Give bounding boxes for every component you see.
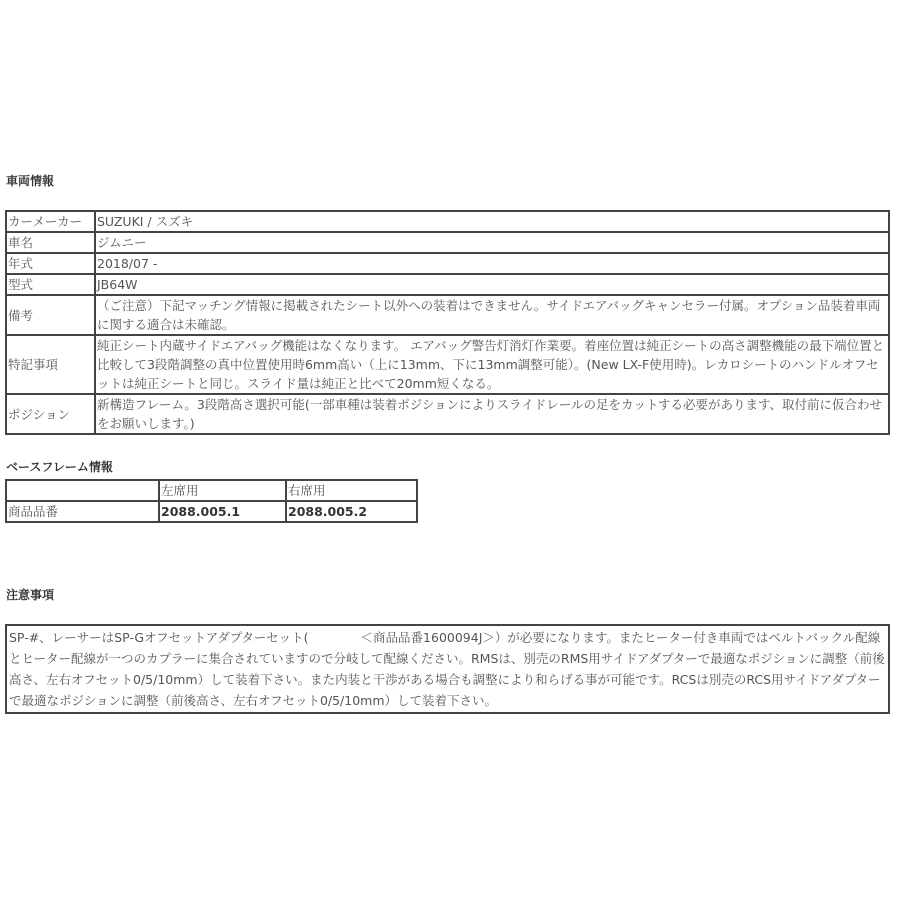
table-row <box>6 394 889 434</box>
part-number-label: 商品品番 <box>6 501 159 522</box>
table-row <box>6 211 889 232</box>
notes-text-after: ＜商品品番1600094J＞）が必要になります。またヒーター付き車両ではベルトバックル配線とヒーター配線が一つのカプラーに集合されていますので分岐して配線ください。RMSは、別売のRMS用サイドアダプターで最適なポジションに調整（前後高さ、左右オフセット0/5/10mm）して装着下さい。また内装と干渉がある場合も調整により和らげる事が可能です。RCSは別売のRCS用サイドアダプターで最適なポジションに調整（前後高さ、左右オフセット0/5/10mm）して装着下さい。 <box>9 630 885 708</box>
model-year-label: 年式 <box>6 253 95 274</box>
table-row <box>6 274 889 295</box>
base-frame-heading: ベースフレーム情報 <box>6 460 113 474</box>
remarks-value: （ご注意）下記マッチング情報に掲載されたシート以外への装着はできません。サイドエアバッグキャンセラー付属。オプション品装着車両に関する適合は未確認。 <box>95 295 889 335</box>
table-row <box>6 232 889 253</box>
base-frame-table <box>5 479 418 523</box>
header-left-seat: 左席用 <box>159 480 286 501</box>
header-empty-cell <box>6 480 159 501</box>
table-row <box>6 480 417 501</box>
maker-value: SUZUKI / スズキ <box>95 211 889 232</box>
car-name-label: 車名 <box>6 232 95 253</box>
position-label: ポジション <box>6 394 95 434</box>
table-row <box>6 253 889 274</box>
model-year-value: 2018/07 - <box>95 253 889 274</box>
table-row <box>6 295 889 335</box>
left-part-number: 2088.005.1 <box>159 501 286 522</box>
table-row <box>6 335 889 394</box>
vehicle-info-heading: 車両情報 <box>6 174 55 188</box>
position-value: 新構造フレーム。3段階高さ選択可能(一部車種は装着ポジションによりスライドレールの足をカットする必要があります、取付前に仮合わせをお願いします。) <box>95 394 889 434</box>
remarks-label: 備考 <box>6 295 95 335</box>
header-right-seat: 右席用 <box>286 480 417 501</box>
special-notes-value: 純正シート内蔵サイドエアバッグ機能はなくなります。 エアバッグ警告灯消灯作業要。着座位置は純正シートの高さ調整機能の最下端位置と比較して3段階調整の真中位置使用時6mm高い（上に13mm、下に13mm調整可能）。(New LX-F使用時)。レカロシートのハンドルオフセットは純正シートと同じ。スライド量は純正と比べて20mm短くなる。 <box>95 335 889 394</box>
right-part-number: 2088.005.2 <box>286 501 417 522</box>
notes-text-before: SP-#、レーサーはSP-Gオフセットアダプターセット( <box>9 630 309 645</box>
table-row <box>6 625 889 713</box>
model-code-value: JB64W <box>95 274 889 295</box>
notes-table <box>5 624 890 714</box>
vehicle-info-table <box>5 210 890 435</box>
car-name-value: ジムニー <box>95 232 889 253</box>
model-code-label: 型式 <box>6 274 95 295</box>
notes-heading: 注意事項 <box>6 588 55 602</box>
notes-text <box>6 625 889 713</box>
maker-label: カーメーカー <box>6 211 95 232</box>
table-row <box>6 501 417 522</box>
special-notes-label: 特記事項 <box>6 335 95 394</box>
